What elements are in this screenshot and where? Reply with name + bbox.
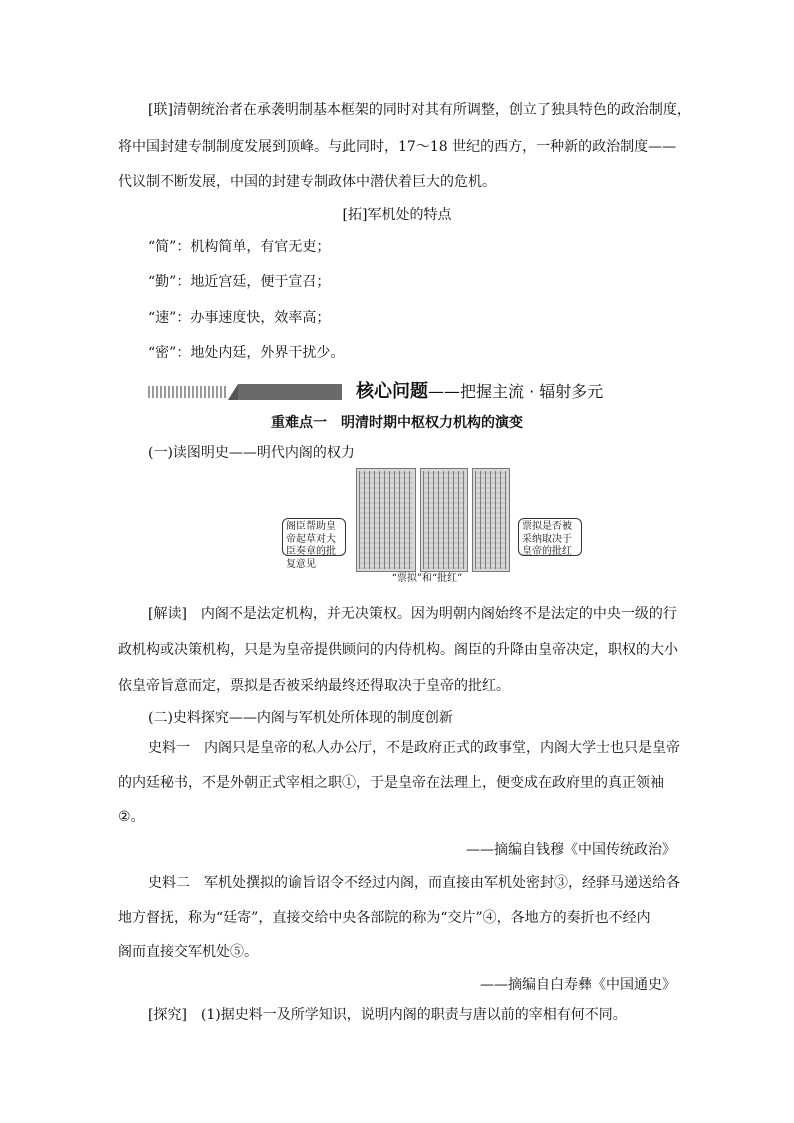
source1-line-2: 的内廷秘书，不是外朝正式宰相之职①，于是皇帝在法理上，便变成在政府里的真正领袖 bbox=[118, 775, 664, 791]
intro-line-1: [联]清朝统治者在承袭明制基本框架的同时对其有所调整，创立了独具特色的政治制度， bbox=[148, 102, 691, 118]
tanjiu-question: [探究] (1)据史料一及所学知识，说明内阁的职责与唐以前的宰相有何不同。 bbox=[148, 1007, 627, 1023]
tuo-item: “速”：办事速度快，效率高； bbox=[148, 310, 331, 326]
memorial-document-image bbox=[420, 468, 468, 572]
jiedu-line-3: 依皇帝旨意而定，票拟是否被采纳最终还得取决于皇帝的批红。 bbox=[118, 678, 510, 694]
part2-heading: (二)史料探究——内阁与军机处所体现的制度创新 bbox=[148, 710, 453, 726]
memorial-document-image bbox=[472, 468, 510, 572]
source2-line-1: 史料二 军机处撰拟的谕旨诏令不经过内阁，而直接由军机处密封③，经驿马递送给各 bbox=[148, 875, 680, 891]
tuo-item: “密”：地处内廷，外界干扰少。 bbox=[148, 345, 345, 361]
jiedu-line-1: [解读] 内阁不是法定机构，并无决策权。因为明朝内阁始终不是法定的中央一级的行 bbox=[148, 606, 677, 622]
source2-line-2: 地方督抚，称为“廷寄”，直接交给中央各部院的称为“交片”④，各地方的奏折也不经内 bbox=[118, 910, 651, 926]
piao-ni-pi-hong-figure bbox=[282, 468, 582, 588]
figure-right-callout: 票拟是否被采纳取决于皇帝的批红 bbox=[518, 518, 582, 556]
tuo-heading: [拓]军机处的特点 bbox=[342, 207, 452, 223]
source2-line-3: 阁而直接交军机处⑤。 bbox=[118, 944, 258, 960]
tuo-item: “简”：机构简单，有官无吏； bbox=[148, 239, 331, 255]
source1-line-1: 史料一 内阁只是皇帝的私人办公厅，不是政府正式的政事堂，内阁大学士也只是皇帝 bbox=[148, 740, 680, 756]
tuo-item: “勤”：地近宫廷，便于宣召； bbox=[148, 274, 331, 290]
part1-heading: (一)读图明史——明代内阁的权力 bbox=[148, 445, 355, 461]
source1-citation: ——摘编自钱穆《中国传统政治》 bbox=[466, 842, 676, 858]
banner-bar-decoration bbox=[238, 384, 342, 400]
jiedu-line-2: 政机构或决策机构，只是为皇帝提供顾问的内侍机构。阁臣的升降由皇帝决定，职权的大小 bbox=[118, 642, 678, 658]
key-point-heading: 重难点一 明清时期中枢权力机构的演变 bbox=[271, 415, 523, 431]
figure-caption: “票拟”和“批红” bbox=[391, 573, 463, 584]
banner-dot-pattern bbox=[148, 386, 228, 398]
banner-slant-decoration bbox=[228, 384, 238, 400]
banner-title bbox=[356, 380, 603, 404]
source2-citation: ——摘编自白寿彝《中国通史》 bbox=[480, 977, 676, 993]
memorial-document-image bbox=[356, 468, 416, 572]
banner-subtitle: ——把握主流 · 辐射多元 bbox=[428, 382, 604, 401]
figure-left-callout: 阁臣帮助皇帝起草对大臣奏章的批复意见 bbox=[282, 518, 346, 556]
section-banner bbox=[148, 380, 604, 404]
banner-title-main: 核心问题 bbox=[356, 381, 428, 402]
source1-line-3: ②。 bbox=[118, 809, 145, 825]
intro-line-2: 将中国封建专制制度发展到顶峰。与此同时，17～18 世纪的西方，一种新的政治制度—— bbox=[118, 139, 677, 155]
intro-line-3: 代议制不断发展，中国的封建专制政体中潜伏着巨大的危机。 bbox=[118, 174, 496, 190]
